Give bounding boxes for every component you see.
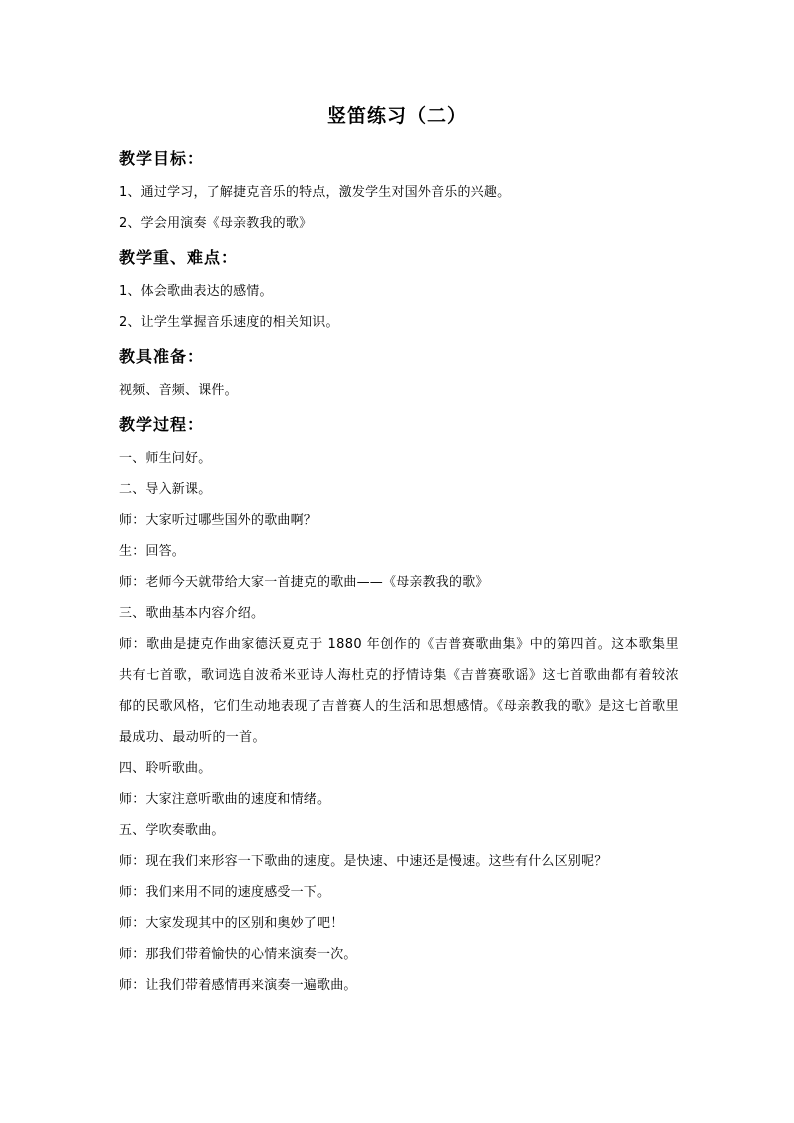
process-line-10: 师：现在我们来形容一下歌曲的速度。是快速、中速还是慢速。这些有什么区别呢？ [119, 854, 608, 869]
process-line-8: 师：大家注意听歌曲的速度和情绪。 [119, 792, 331, 807]
process-line-13: 师：那我们带着愉快的心情来演奏一次。 [119, 947, 357, 962]
process-line-4: 生：回答。 [119, 544, 186, 559]
section-heading-materials: 教具准备： [119, 347, 205, 366]
process-line-11: 师：我们来用不同的速度感受一下。 [119, 885, 331, 900]
process-line-6: 三、歌曲基本内容介绍。 [119, 606, 265, 621]
key-point-item-2: 2、让学生掌握音乐速度的相关知识。 [119, 315, 339, 330]
section-heading-process: 教学过程： [119, 415, 205, 434]
objective-item-1: 1、通过学习，了解捷克音乐的特点，激发学生对国外音乐的兴趣。 [119, 185, 511, 200]
materials-item-1: 视频、音频、课件。 [119, 383, 238, 398]
process-line-12: 师：大家发现其中的区别和奥妙了吧！ [119, 916, 344, 931]
process-line-2: 二、导入新课。 [119, 482, 212, 497]
key-point-item-1: 1、体会歌曲表达的感情。 [119, 284, 273, 299]
process-line-9: 五、学吹奏歌曲。 [119, 823, 225, 838]
objective-item-2: 2、学会用演奏《母亲教我的歌》 [119, 216, 313, 231]
process-line-14: 师：让我们带着感情再来演奏一遍歌曲。 [119, 978, 357, 993]
document-title: 竖笛练习（二） [326, 105, 467, 127]
process-line-5: 师：老师今天就带给大家一首捷克的歌曲——《母亲教我的歌》 [119, 575, 489, 590]
process-line-7: 四、聆听歌曲。 [119, 761, 212, 776]
song-intro-paragraph: 师：歌曲是捷克作曲家德沃夏克于 1880 年创作的《吉普赛歌曲集》中的第四首。这本歌集里共有七首歌，歌词选自波希米亚诗人海杜克的抒情诗集《吉普赛歌谣》这七首歌曲都有着较浓郁的民歌风格，它们生动地表现了吉普赛人的生活和思想感情。《母亲教我的歌》是这七首歌里最成功、最动听的一首。 [119, 637, 679, 745]
document-body [119, 145, 679, 1001]
process-line-1: 一、师生问好。 [119, 451, 212, 466]
section-heading-key-points: 教学重、难点： [119, 248, 239, 267]
section-heading-objectives: 教学目标： [119, 149, 205, 168]
process-line-3: 师：大家听过哪些国外的歌曲啊？ [119, 513, 318, 528]
